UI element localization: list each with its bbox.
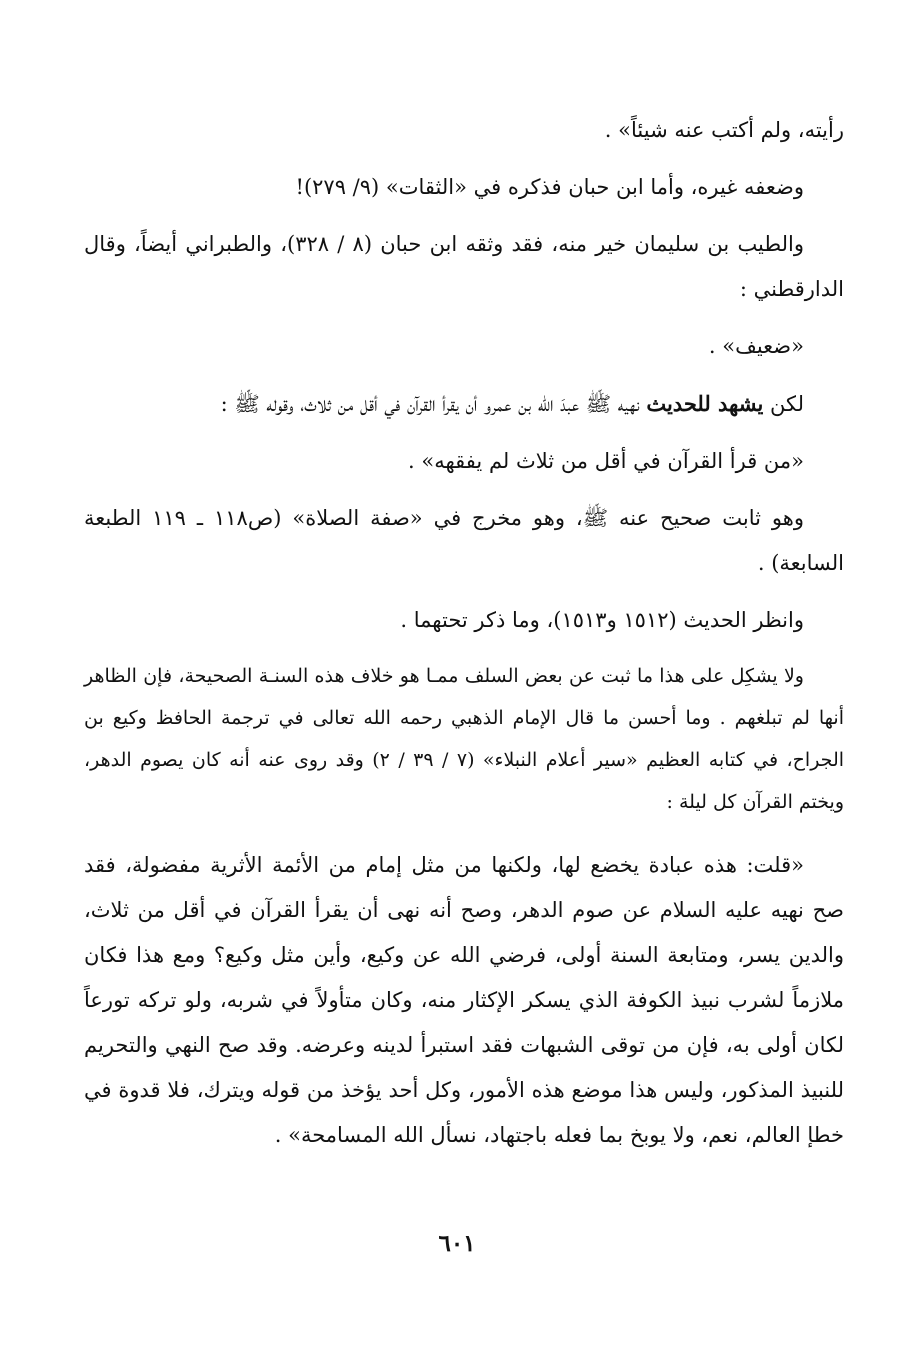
paragraph-6: «من قرأ القرآن في أقل من ثلاث لم يفقهه» .	[408, 449, 804, 473]
paragraph-4: «ضعيف» .	[708, 334, 804, 358]
paragraph-5-bold: يشهد للحديث	[646, 391, 764, 416]
paragraph-3: والطيب بن سليمان خير منه، فقد وثقه ابن حبان (٨ / ٣٢٨)، والطبراني أيضاً، وقال الدارقطني :	[84, 232, 844, 301]
paragraph-5-before: لكن	[763, 392, 804, 416]
page-body	[84, 108, 844, 1170]
paragraph-8: وانظر الحديث (١٥١٢ و١٥١٣)، وما ذكر تحتهما .	[400, 608, 804, 632]
paragraph-2: وضعفه غيره، وأما ابن حبان فذكره في «الثقات» (٩/ ٢٧٩)!	[295, 175, 804, 199]
paragraph-5-after: نهيه ﷺ عبدَ الله بن عمرو أن يقرأ القرآن في أقل من ثلاث، وقوله ﷺ :	[220, 392, 647, 416]
paragraph-7: وهو ثابت صحيح عنه ﷺ، وهو مخرج في «صفة الصلاة» (ص١١٨ ـ ١١٩ الطبعة السابعة) .	[84, 506, 844, 575]
paragraph-9: ولا يشكِل على هذا ما ثبت عن بعض السلف ممـا هو خلاف هذه السنـة الصحيحة، فإن الظاهر أنها لم تبلغهم . وما أحسن ما قال الإمام الذهبي رحمه الله تعالى في ترجمة الحافظ وكيع بن الجراح، في كتابه العظيم «سير أعلام النبلاء» (٧ / ٣٩ / ٢) وقد روى عنه أنه كان يصوم الدهر، ويختم القرآن كل ليلة :	[84, 665, 845, 813]
paragraph-10: «قلت: هذه عبادة يخضع لها، ولكنها من مثل إمام من الأئمة الأثرية مفضولة، فقد صح نهيه عليه السلام عن صوم الدهر، وصح أنه نهى أن يقرأ القرآن في أقل من ثلاث، والدين يسر، ومتابعة السنة أولى، فرضي الله عن وكيع، وأين مثل وكيع؟ ومع هذا فكان ملازماً لشرب نبيذ الكوفة الذي يسكر الإكثار منه، وكان متأولاً في شربه، ولو تركه تورعاً لكان أولى به، فإن من توقى الشبهات فقد استبرأ لدينه وعرضه. وقد صح النهي والتحريم للنبيذ المذكور، وليس هذا موضع هذه الأمور، وكل أحد يؤخذ من قوله ويترك، فلا قدوة في خطإ العالم، نعم، ولا يوبخ بما فعله باجتهاد، نسأل الله المسامحة» .	[84, 853, 844, 1147]
paragraph-5	[84, 381, 844, 427]
paragraph-1: رأيته، ولم أكتب عنه شيئاً» .	[604, 118, 844, 142]
page-number: ٦٠١	[438, 1230, 476, 1257]
